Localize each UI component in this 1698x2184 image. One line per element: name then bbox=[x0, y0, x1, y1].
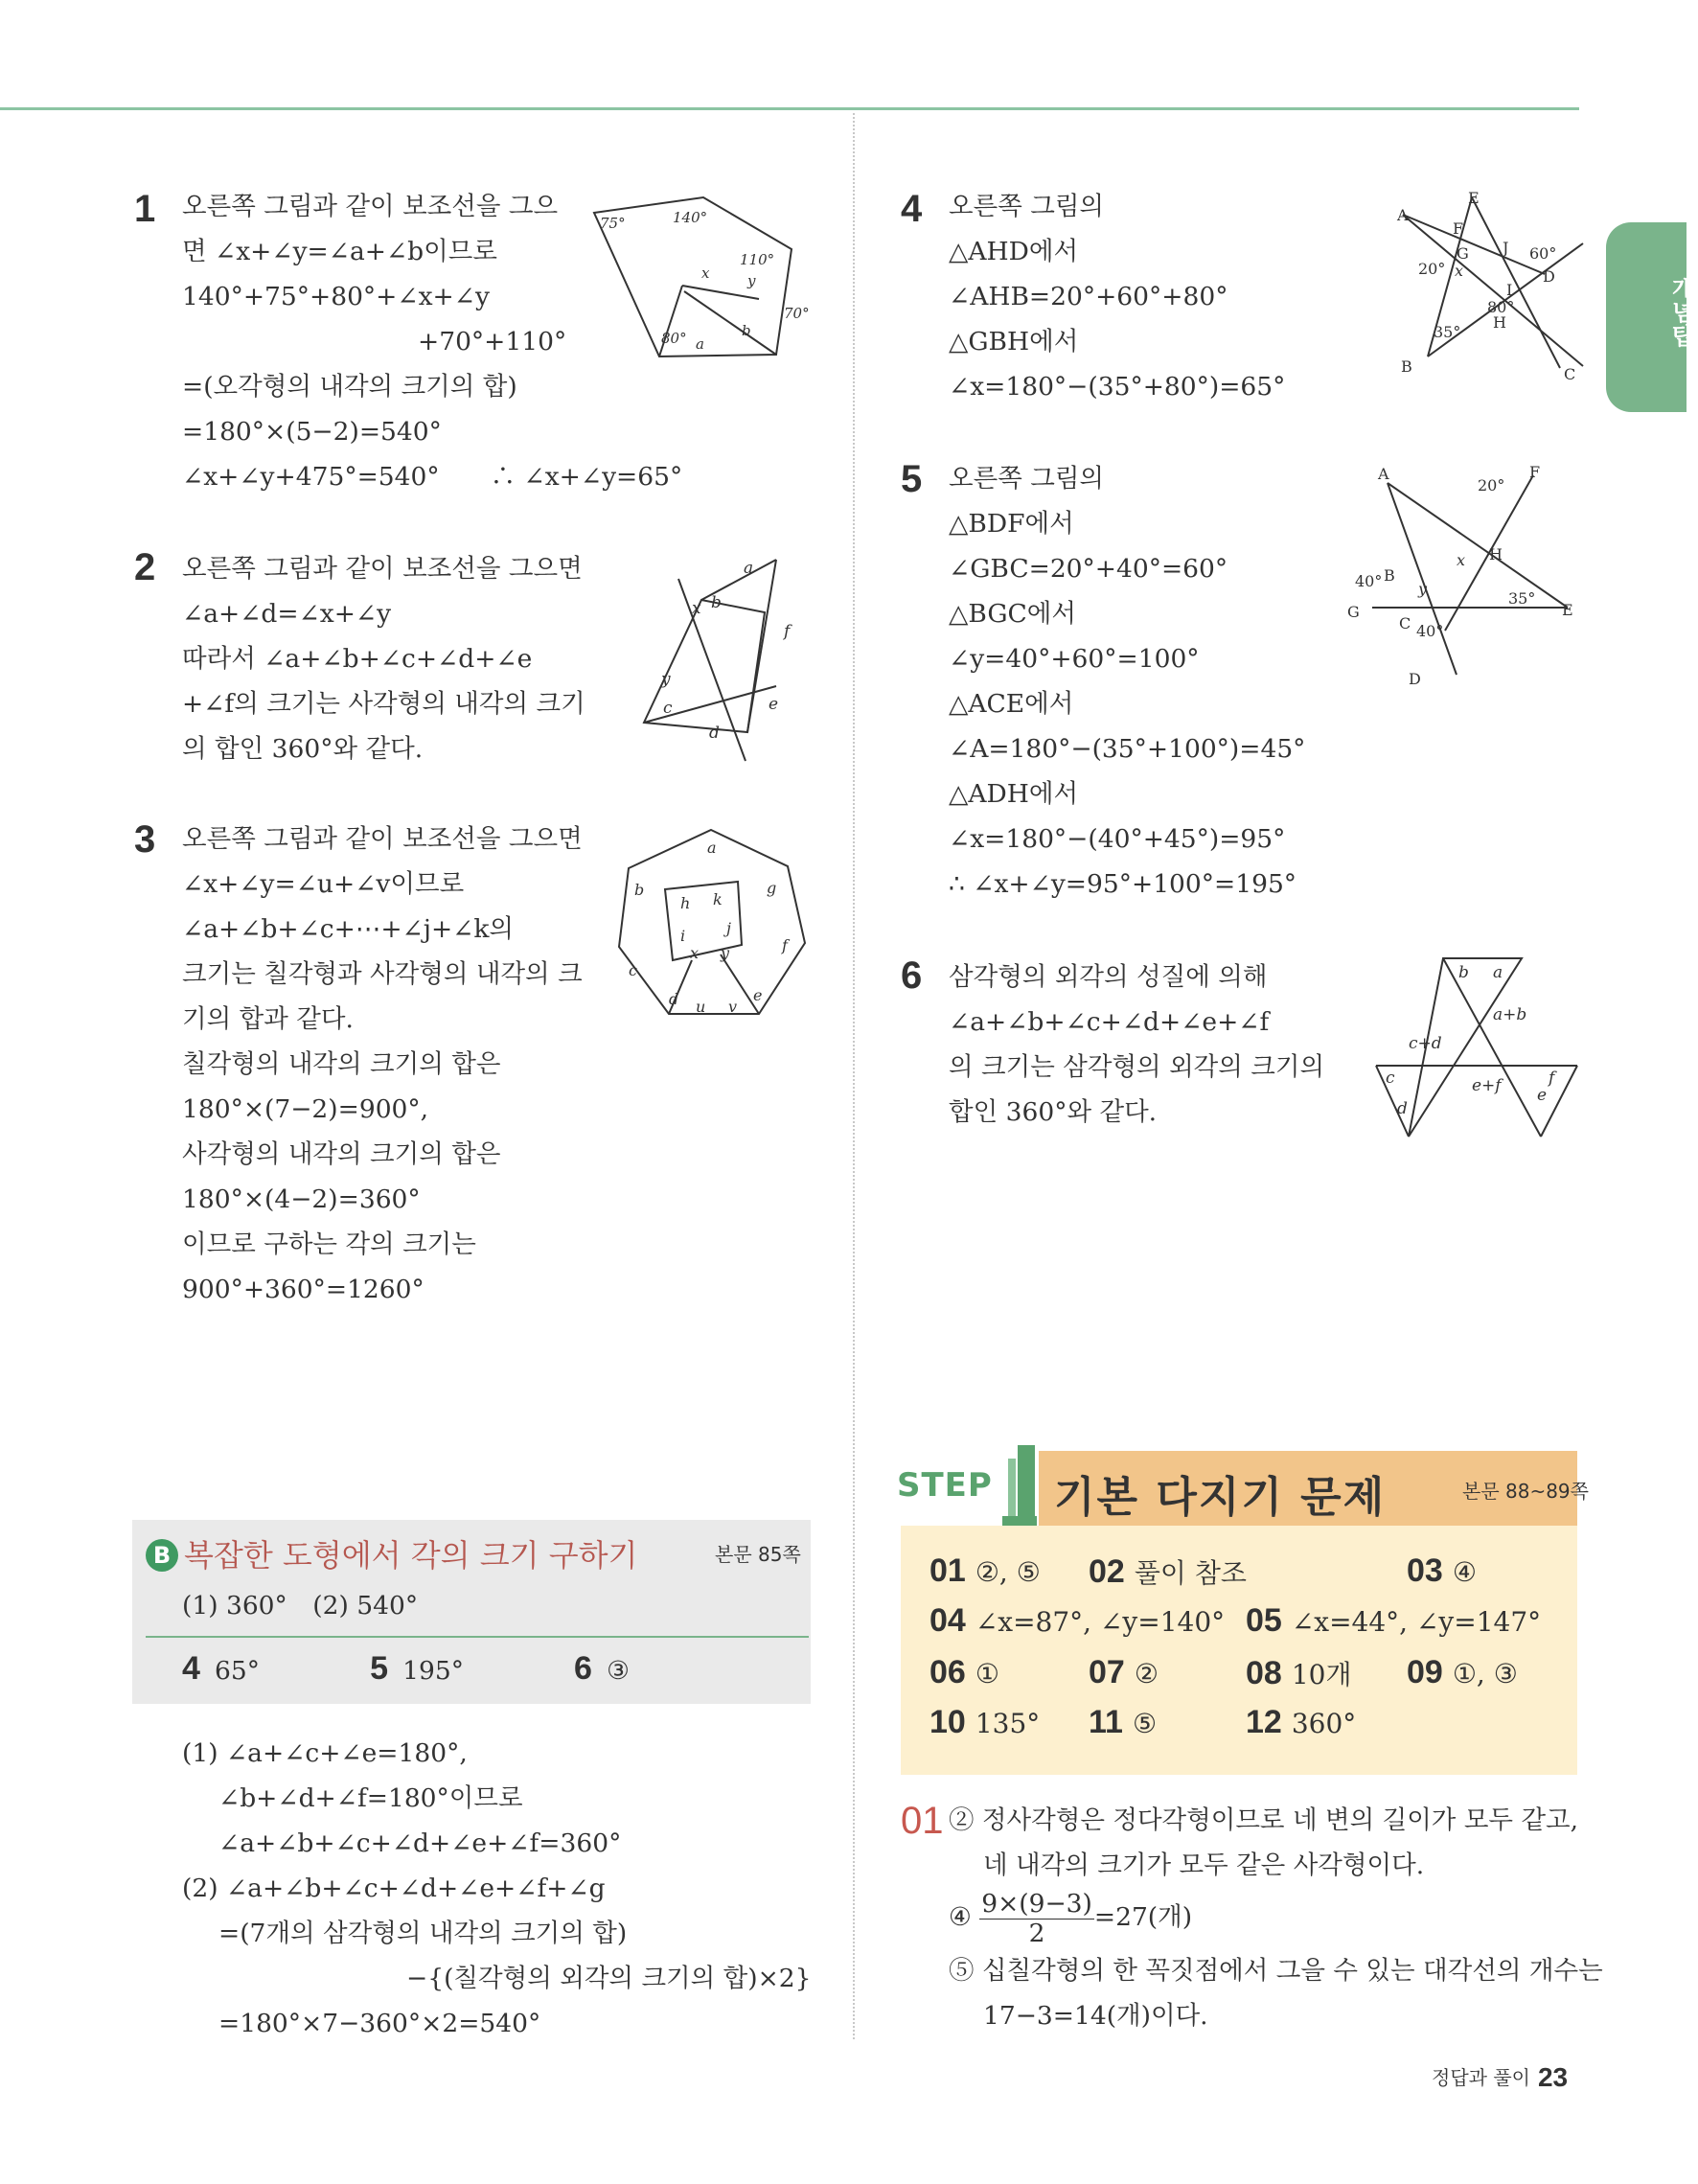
section-b-explanation: (1) ∠a+∠c+∠e=180°, ∠b+∠d+∠f=180°이므로 ∠a+∠b+∠c+∠d+∠e+∠f=360° (2) ∠a+∠b+∠c+∠d+∠e+∠f+∠g =(7개의 삼각형의 내각의 크기의 합) −{(칠각형의 외각의 크기의 합)×2} =180°×7−360°×2=540° bbox=[182, 1738, 812, 2038]
svg-text:H: H bbox=[1493, 313, 1506, 332]
svg-text:I: I bbox=[1506, 281, 1513, 299]
svg-text:G: G bbox=[1347, 603, 1360, 621]
svg-text:u: u bbox=[696, 998, 706, 1016]
answer-item: 02 풀이 참조 bbox=[1089, 1553, 1247, 1590]
problem-number: 5 bbox=[901, 458, 923, 500]
section-b-heading bbox=[146, 1531, 637, 1575]
svg-text:h: h bbox=[680, 894, 691, 912]
svg-text:B: B bbox=[1384, 566, 1395, 585]
svg-text:c: c bbox=[1386, 1069, 1395, 1088]
answer-item: 04 ∠x=87°, ∠y=140° bbox=[929, 1602, 1226, 1639]
figure-3 bbox=[613, 826, 815, 1031]
explanation-01-fraction-line: ④ $\frac{9\times(9-3)}{2}$ =27(개) bbox=[949, 1888, 1193, 1948]
svg-text:A: A bbox=[1397, 206, 1409, 224]
page-footer bbox=[1432, 2062, 1568, 2093]
svg-text:20°: 20° bbox=[1478, 476, 1505, 494]
svg-text:b: b bbox=[711, 593, 722, 612]
svg-text:A: A bbox=[1378, 465, 1389, 483]
svg-text:b: b bbox=[742, 322, 751, 339]
section-b-title: 복잡한 도형에서 각의 크기 구하기 bbox=[184, 1537, 638, 1574]
svg-text:e: e bbox=[753, 986, 763, 1004]
svg-text:40°: 40° bbox=[1416, 622, 1444, 640]
answer-item: 09 ①, ③ bbox=[1407, 1654, 1518, 1690]
svg-text:y: y bbox=[747, 272, 756, 289]
svg-text:a+b: a+b bbox=[1493, 1005, 1527, 1024]
step-page-ref: 본문 88~89쪽 bbox=[1462, 1480, 1589, 1503]
problem-3-text: 오른쪽 그림과 같이 보조선을 그으면 ∠x+∠y=∠u+∠v이므로 ∠a+∠b+∠c+⋯+∠j+∠k의 크기는 칠각형과 사각형의 내각의 크 기의 합과 같다. 칠각형의 내각의 크기의 합은 180°×(7−2)=900°, 사각형의 내각의 크기의 합은 180°×(4−2)=360° 이므로 구하는 각의 크기는 900°+360°=1260° bbox=[182, 824, 583, 1304]
svg-text:x: x bbox=[1457, 551, 1466, 569]
section-b-page-ref: 본문 85쪽 bbox=[715, 1543, 801, 1566]
svg-text:D: D bbox=[1409, 670, 1421, 688]
svg-text:g: g bbox=[767, 879, 777, 897]
footer-label: 정답과 풀이 bbox=[1432, 2066, 1530, 2089]
svg-text:x: x bbox=[1455, 262, 1464, 280]
top-rule bbox=[0, 107, 1579, 110]
answer-item: 05 ∠x=44°, ∠y=147° bbox=[1246, 1602, 1542, 1639]
problem-number: 1 bbox=[134, 188, 156, 230]
svg-text:E: E bbox=[1562, 601, 1573, 619]
page-number: 23 bbox=[1537, 2062, 1569, 2092]
problem-1-text: 오른쪽 그림과 같이 보조선을 그으 면 ∠x+∠y=∠a+∠b이므로 140°+75°+80°+∠x+∠y +70°+110° =(오각형의 내각의 크기의 합) =180°×(5−2)=540° ∠x+∠y+475°=540° ∴ ∠x+∠y=65° bbox=[182, 192, 683, 492]
svg-text:x: x bbox=[690, 944, 700, 962]
answer-value: ③ bbox=[607, 1656, 630, 1686]
svg-text:k: k bbox=[713, 890, 723, 908]
svg-text:c: c bbox=[663, 699, 673, 718]
svg-text:C: C bbox=[1564, 365, 1576, 383]
svg-text:y: y bbox=[1418, 580, 1428, 598]
svg-text:J: J bbox=[1503, 239, 1509, 257]
figure-2 bbox=[640, 560, 813, 765]
column-divider bbox=[853, 113, 855, 2039]
section-b-separator bbox=[146, 1636, 809, 1638]
problem-number: 3 bbox=[134, 818, 156, 861]
svg-text:f: f bbox=[784, 622, 791, 641]
figure-4 bbox=[1395, 188, 1587, 393]
answer-item: 07 ② bbox=[1089, 1654, 1159, 1690]
answer-number: 5 bbox=[370, 1650, 389, 1687]
answer-value: 65° bbox=[215, 1656, 260, 1686]
svg-text:i: i bbox=[680, 927, 686, 945]
fraction: $\frac{9\times(9-3)}{2}$ bbox=[981, 1888, 1092, 1948]
svg-text:c+d: c+d bbox=[1409, 1034, 1442, 1053]
svg-text:40°: 40° bbox=[1355, 572, 1383, 590]
side-tab-label: 개념탑 bbox=[1667, 276, 1694, 348]
svg-text:70°: 70° bbox=[784, 305, 810, 322]
explanation-01-number: 01 bbox=[901, 1800, 944, 1842]
step-label: STEP bbox=[897, 1466, 993, 1505]
svg-text:d: d bbox=[669, 990, 679, 1008]
problem-6-text: 삼각형의 외각의 성질에 의해 ∠a+∠b+∠c+∠d+∠e+∠f 의 크기는 삼각형의 외각의 크기의 합인 360°와 같다. bbox=[949, 962, 1325, 1127]
svg-text:35°: 35° bbox=[1508, 589, 1536, 608]
problem-number: 2 bbox=[134, 546, 156, 588]
figure-5 bbox=[1345, 464, 1585, 698]
step-number-graphic bbox=[1002, 1445, 1037, 1526]
step-title: 기본 다지기 문제 bbox=[1054, 1473, 1387, 1522]
svg-text:a: a bbox=[707, 839, 717, 857]
answer-item: 11 ⑤ bbox=[1089, 1704, 1158, 1740]
svg-text:35°: 35° bbox=[1434, 323, 1461, 341]
answer-item: 10 135° bbox=[929, 1704, 1041, 1740]
svg-text:x: x bbox=[701, 264, 710, 282]
section-b-answers bbox=[182, 1648, 630, 1693]
problem-number: 6 bbox=[901, 954, 923, 997]
explanation-01-text: ② 정사각형은 정다각형이므로 네 변의 길이가 모두 같고, 네 내각의 크기가 모두 같은 사각형이다. ④ $\frac{9\times(9-3)}{2}$ =27(개) ⑤ 십칠각형의 한 꼭짓점에서 그을 수 있는 대각선의 개수는 17−3=14(개)이다. bbox=[949, 1805, 1603, 2031]
svg-text:D: D bbox=[1543, 267, 1555, 286]
answer-item: 01 ②, ⑤ bbox=[929, 1552, 1041, 1589]
svg-text:60°: 60° bbox=[1529, 244, 1557, 263]
svg-text:H: H bbox=[1489, 545, 1503, 563]
svg-text:b: b bbox=[1458, 963, 1469, 982]
answer-item: 08 10개 bbox=[1246, 1655, 1352, 1691]
svg-text:B: B bbox=[1401, 357, 1412, 376]
svg-text:e: e bbox=[1537, 1086, 1548, 1105]
svg-text:a: a bbox=[1493, 963, 1503, 982]
svg-text:110°: 110° bbox=[740, 251, 775, 268]
svg-text:y: y bbox=[721, 944, 730, 962]
svg-text:v: v bbox=[728, 998, 738, 1016]
svg-text:E: E bbox=[1468, 189, 1480, 207]
svg-text:20°: 20° bbox=[1418, 260, 1446, 278]
svg-text:d: d bbox=[709, 724, 720, 743]
svg-text:f: f bbox=[782, 936, 788, 954]
svg-text:f: f bbox=[1549, 1069, 1555, 1088]
svg-text:80°: 80° bbox=[661, 330, 687, 347]
svg-text:F: F bbox=[1453, 219, 1464, 238]
answer-item: 06 ① bbox=[929, 1654, 999, 1690]
problem-2-text: 오른쪽 그림과 같이 보조선을 그으면 ∠a+∠d=∠x+∠y 따라서 ∠a+∠b+∠c+∠d+∠e +∠f의 크기는 사각형의 내각의 크기 의 합인 360°와 같다. bbox=[182, 554, 585, 764]
svg-text:y: y bbox=[661, 670, 671, 689]
svg-text:c: c bbox=[629, 961, 637, 979]
figure-6 bbox=[1370, 954, 1581, 1150]
svg-text:x: x bbox=[692, 599, 701, 618]
svg-text:C: C bbox=[1399, 614, 1411, 632]
svg-text:e: e bbox=[769, 695, 779, 714]
svg-text:e+f: e+f bbox=[1472, 1076, 1502, 1095]
answer-item: 03 ④ bbox=[1407, 1552, 1477, 1589]
answer-number: 4 bbox=[182, 1650, 200, 1687]
section-b-row1: (1) 360° (2) 540° bbox=[182, 1591, 419, 1621]
problem-number: 4 bbox=[901, 188, 923, 230]
answer-value: 195° bbox=[402, 1656, 464, 1686]
svg-text:a: a bbox=[696, 335, 704, 353]
svg-text:F: F bbox=[1529, 463, 1541, 481]
section-b-badge: B bbox=[146, 1539, 178, 1572]
side-tab[interactable] bbox=[1606, 222, 1694, 412]
answer-number: 6 bbox=[574, 1650, 592, 1687]
problem-4-text: 오른쪽 그림의 △AHD에서 ∠AHB=20°+60°+80° △GBH에서 ∠x=180°−(35°+80°)=65° bbox=[949, 192, 1286, 402]
svg-text:80°: 80° bbox=[1487, 298, 1515, 316]
svg-text:a: a bbox=[744, 559, 754, 578]
svg-text:b: b bbox=[634, 881, 645, 899]
svg-text:75°: 75° bbox=[600, 215, 626, 232]
figure-1 bbox=[588, 190, 818, 376]
svg-text:G: G bbox=[1457, 244, 1469, 263]
svg-text:d: d bbox=[1397, 1099, 1408, 1118]
answer-item: 12 360° bbox=[1246, 1704, 1357, 1740]
problem-5-text: 오른쪽 그림의 △BDF에서 ∠GBC=20°+40°=60° △BGC에서 ∠y=40°+60°=100° △ACE에서 ∠A=180°−(35°+100°)=45° △ADH에서 ∠x=180°−(40°+45°)=95° ∴ ∠x+∠y=95°+100°=195° bbox=[949, 464, 1306, 899]
svg-text:140°: 140° bbox=[673, 209, 708, 226]
svg-text:j: j bbox=[726, 919, 731, 937]
